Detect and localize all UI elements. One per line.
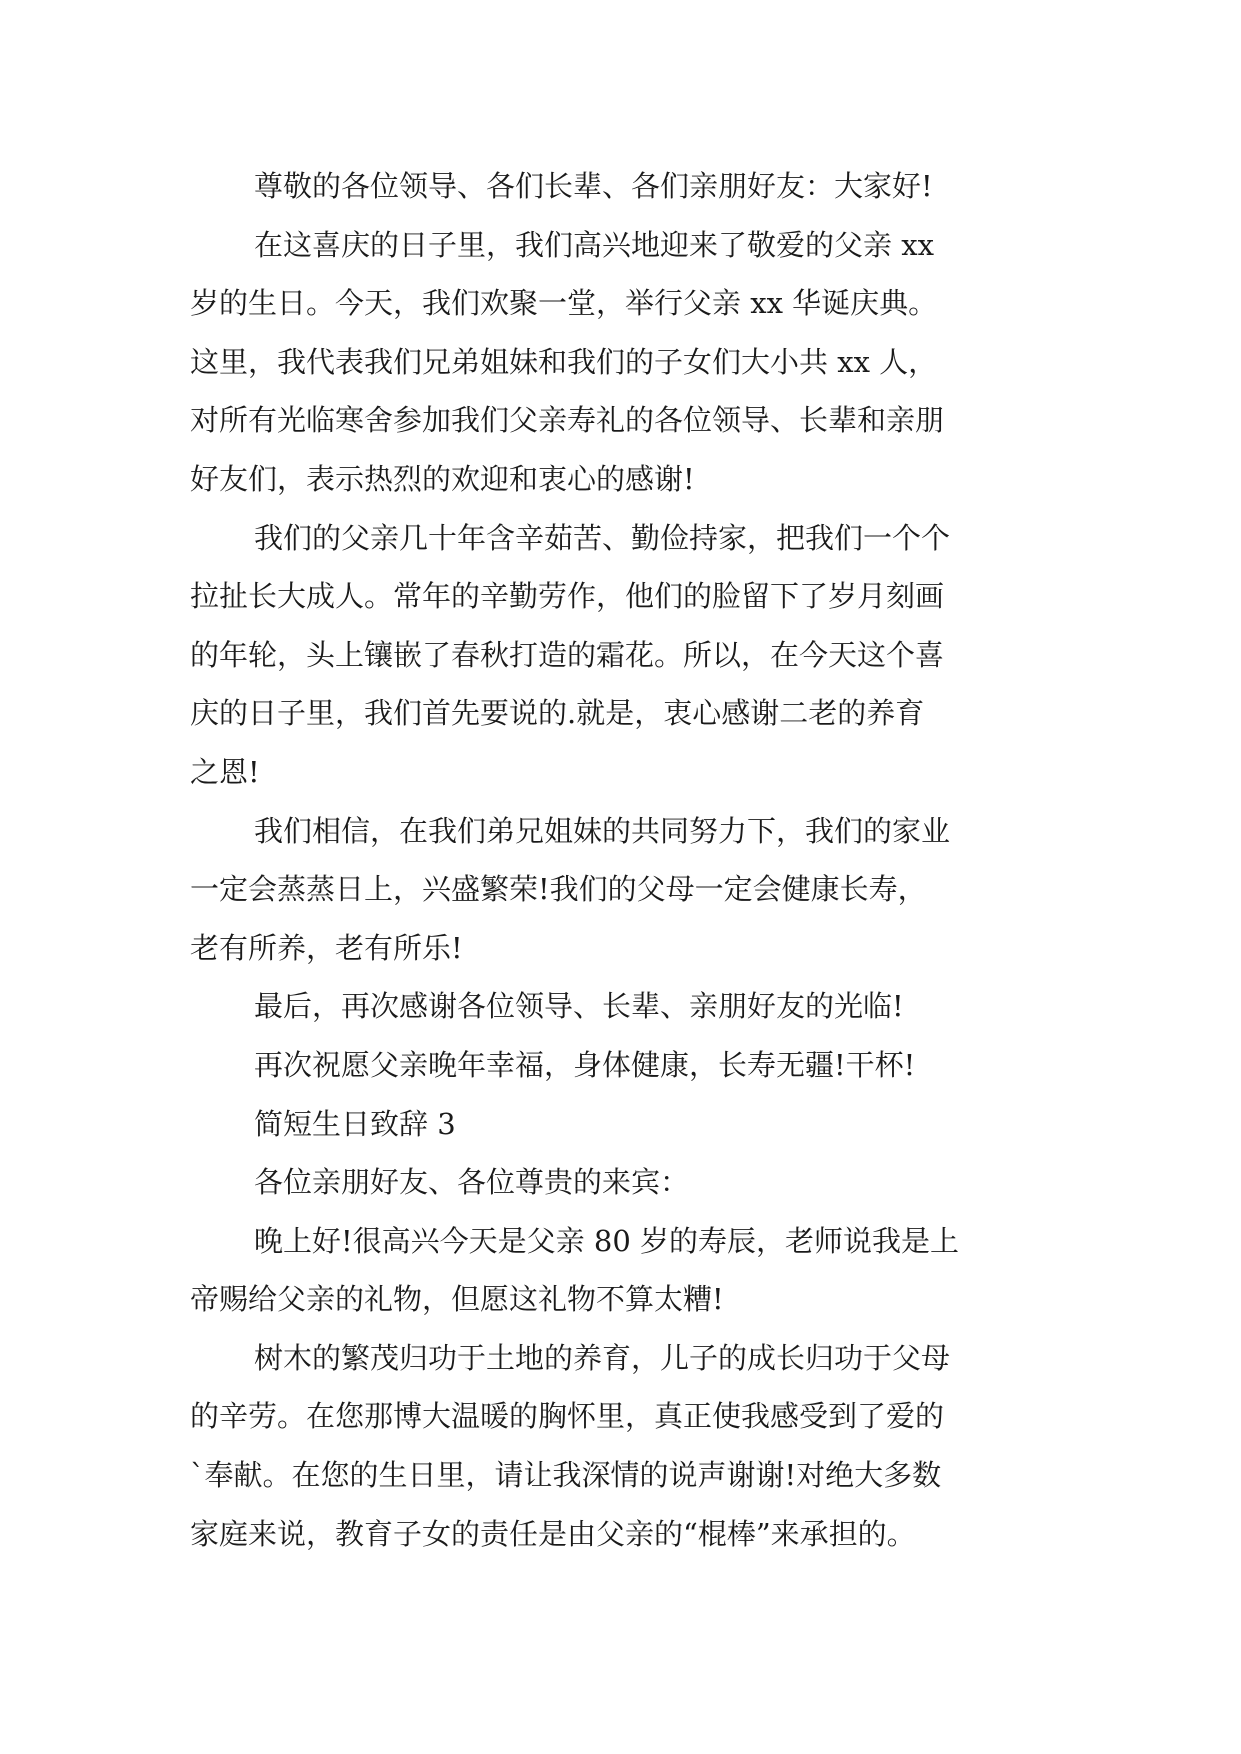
text-line: 最后，再次感谢各位领导、长辈、亲朋好友的光临! bbox=[254, 989, 904, 1024]
text-line: 岁的生日。今天，我们欢聚一堂，举行父亲 xx 华诞庆典。 bbox=[190, 286, 938, 321]
text-line: 我们相信，在我们弟兄姐妹的共同努力下，我们的家业 bbox=[254, 813, 951, 848]
text-line: 晚上好!很高兴今天是父亲 80 岁的寿辰，老师说我是上 bbox=[254, 1223, 959, 1258]
text-line: 帝赐给父亲的礼物，但愿这礼物不算太糟! bbox=[190, 1282, 724, 1317]
text-line: 各位亲朋好友、各位尊贵的来宾： bbox=[254, 1165, 690, 1200]
section-heading: 简短生日致辞 3 bbox=[254, 1106, 456, 1141]
text-line: 庆的日子里，我们首先要说的.就是，衷心感谢二老的养育 bbox=[190, 696, 925, 731]
text-line: 拉扯长大成人。常年的辛勤劳作，他们的脸留下了岁月刻画 bbox=[190, 579, 945, 614]
text-line: 家庭来说，教育子女的责任是由父亲的“棍棒”来承担的。 bbox=[190, 1516, 916, 1551]
text-line: 一定会蒸蒸日上，兴盛繁荣!我们的父母一定会健康长寿， bbox=[190, 872, 927, 907]
text-line: 在这喜庆的日子里，我们高兴地迎来了敬爱的父亲 xx bbox=[254, 227, 934, 262]
text-line: 之恩! bbox=[190, 754, 260, 789]
text-line: 的年轮，头上镶嵌了春秋打造的霜花。所以，在今天这个喜 bbox=[190, 637, 945, 672]
document-body bbox=[190, 157, 1070, 1563]
text-line: 对所有光临寒舍参加我们父亲寿礼的各位领导、长辈和亲朋 bbox=[190, 403, 945, 438]
text-line: 好友们，表示热烈的欢迎和衷心的感谢! bbox=[190, 461, 695, 496]
text-line: 老有所养，老有所乐! bbox=[190, 930, 463, 965]
text-line: 我们的父亲几十年含辛茹苦、勤俭持家，把我们一个个 bbox=[254, 520, 951, 555]
text-line: 的辛劳。在您那博大温暖的胸怀里，真正使我感受到了爱的 bbox=[190, 1399, 945, 1434]
text-line: `奉献。在您的生日里，请让我深情的说声谢谢!对绝大多数 bbox=[190, 1458, 942, 1493]
text-line: 树木的繁茂归功于土地的养育，儿子的成长归功于父母 bbox=[254, 1340, 951, 1375]
text-line: 再次祝愿父亲晚年幸福，身体健康，长寿无疆!干杯! bbox=[254, 1047, 916, 1082]
text-line: 这里，我代表我们兄弟姐妹和我们的子女们大小共 xx 人， bbox=[190, 344, 938, 379]
text-line: 尊敬的各位领导、各们长辈、各们亲朋好友：大家好! bbox=[254, 169, 933, 203]
